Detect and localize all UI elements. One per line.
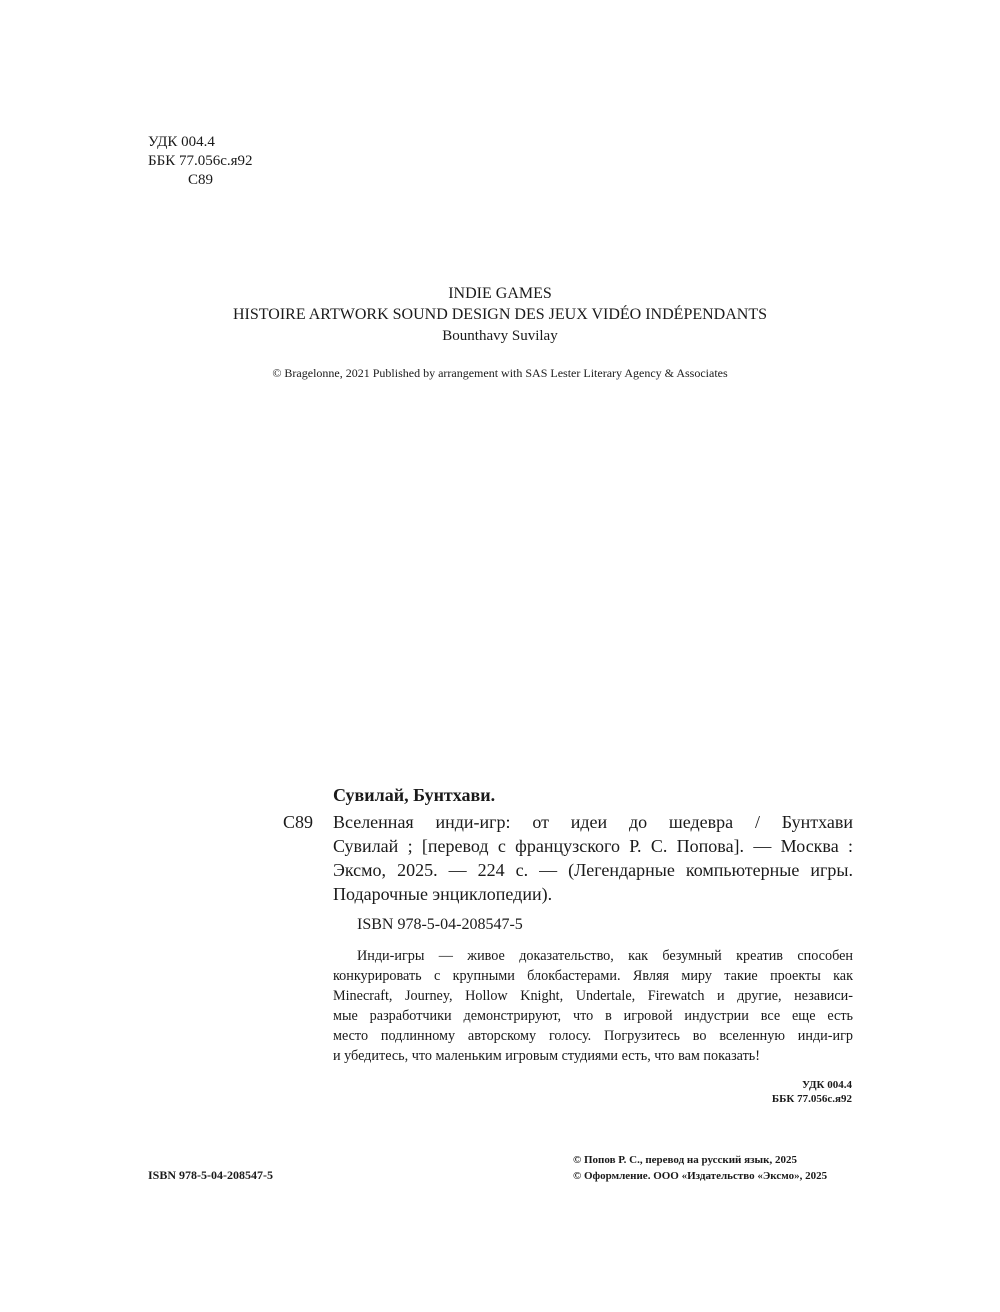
annotation-line: место подлинному авторскому голосу. Погрузитесь во вселенную инди-игр: [333, 1028, 853, 1044]
annotation-line: Minecraft, Journey, Hollow Knight, Undertale, Firewatch и другие, независи-: [333, 988, 853, 1004]
bbk-code-bottom: ББК 77.056с.я92: [771, 1093, 852, 1105]
author-code-top: С89: [188, 172, 214, 188]
description-line: Эксмо, 2025. — 224 с. — (Легендарные компьютерные игры.: [333, 860, 853, 880]
annotation-line: мые разработчики демонстрируют, что в игровой индустрии все еще есть: [333, 1008, 853, 1024]
description-line: Подарочные энциклопедии).: [333, 884, 553, 904]
catalog-isbn: ISBN 978-5-04-208547-5: [357, 916, 523, 933]
description-line: Сувилай ; [перевод с французского Р. С. Попова]. — Москва :: [333, 836, 853, 856]
annotation-line: конкурировать с крупными блокбастерами. Являя миру такие проекты как: [333, 968, 853, 984]
udk-code-top: УДК 004.4: [148, 134, 215, 150]
annotation-line: Инди-игры — живое доказательство, как безумный креатив способен: [357, 948, 853, 964]
original-title: INDIE GAMES: [448, 285, 552, 302]
original-subtitle: HISTOIRE ARTWORK SOUND DESIGN DES JEUX VIDÉO INDÉPENDANTS: [233, 306, 767, 323]
catalog-author-heading: Сувилай, Бунтхави.: [333, 785, 496, 805]
original-copyright: © Bragelonne, 2021 Published by arrangement with SAS Lester Literary Agency & Associates: [272, 366, 728, 380]
original-author: Bounthavy Suvilay: [442, 328, 558, 344]
bbk-code-top: ББК 77.056с.я92: [148, 153, 253, 169]
catalog-annotation: [333, 946, 853, 1066]
description-line: Вселенная инди-игр: от идеи до шедевра / Бунтхави: [333, 812, 853, 832]
annotation-line: и убедитесь, что маленьким игровым студиями есть, что вам показать!: [333, 1048, 760, 1064]
footer-isbn: ISBN 978-5-04-208547-5: [148, 1168, 273, 1182]
catalog-author-code: С89: [283, 812, 314, 832]
copyright-design: © Оформление. ООО «Издательство «Эксмо», 2025: [573, 1170, 828, 1182]
copyright-translation: © Попов Р. С., перевод на русский язык, 2025: [573, 1154, 797, 1166]
udk-code-bottom: УДК 004.4: [801, 1079, 852, 1091]
catalog-description: [333, 810, 853, 906]
